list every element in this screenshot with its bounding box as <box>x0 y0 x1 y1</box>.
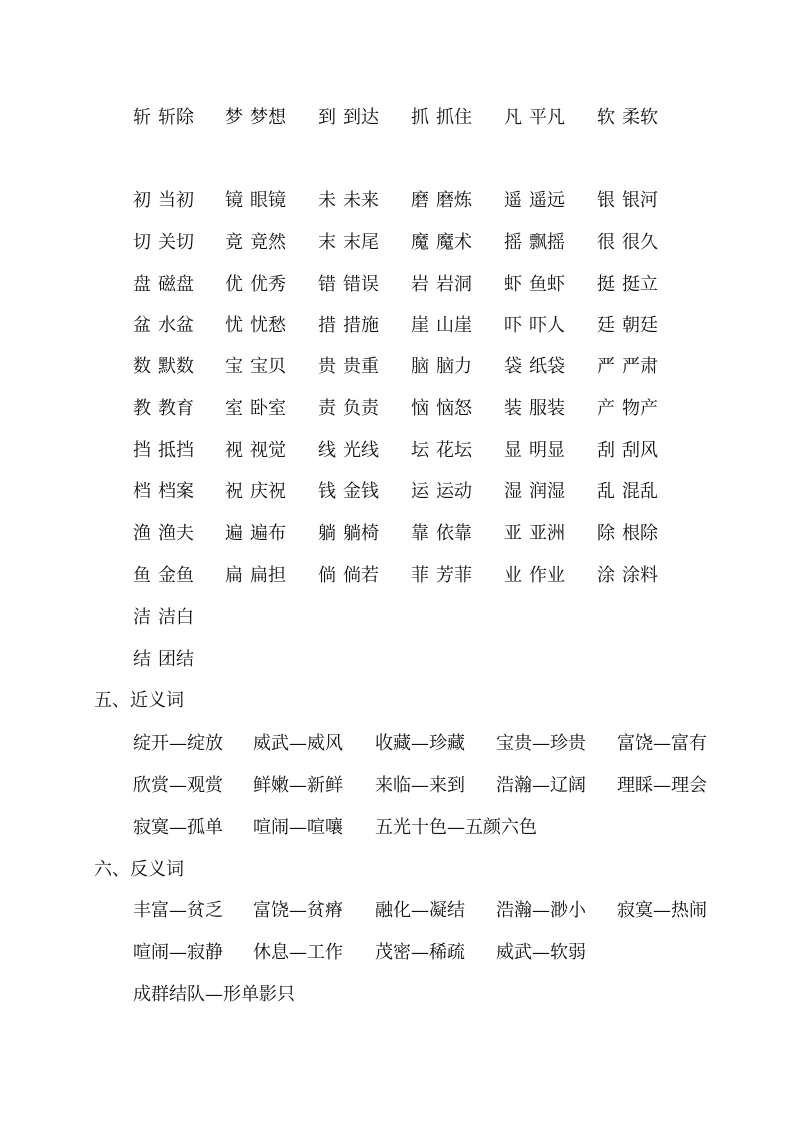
vocab-entry <box>318 352 379 382</box>
vocab-char: 数 <box>133 356 151 377</box>
vocab-word: 卧室 <box>250 398 286 419</box>
vocab-entry <box>133 645 194 675</box>
vocab-word: 涂料 <box>622 565 658 586</box>
vocab-char: 祝 <box>225 481 243 502</box>
vocab-word: 庆祝 <box>250 481 286 502</box>
vocab-entry <box>133 186 194 216</box>
vocab-char: 除 <box>597 523 615 544</box>
vocab-char: 躺 <box>318 523 336 544</box>
vocab-word: 措施 <box>343 315 379 336</box>
synonym-pair: 五光十色—五颜六色 <box>375 817 537 838</box>
vocab-entry <box>225 186 286 216</box>
vocab-entry <box>597 519 658 549</box>
vocab-word: 遥远 <box>529 190 565 211</box>
vocab-entry <box>504 228 565 258</box>
vocab-entry <box>133 270 194 300</box>
vocab-word: 关切 <box>158 232 194 253</box>
vocab-entry <box>597 103 658 133</box>
vocab-char: 很 <box>597 232 615 253</box>
vocab-word: 光线 <box>343 440 379 461</box>
vocab-word: 润湿 <box>529 481 565 502</box>
vocab-char: 档 <box>133 481 151 502</box>
vocab-entry <box>225 519 286 549</box>
vocab-entry <box>133 311 194 341</box>
vocab-entry <box>133 436 194 466</box>
vocab-word: 恼怒 <box>436 398 472 419</box>
vocab-entry <box>597 228 658 258</box>
vocab-entry <box>504 186 565 216</box>
vocab-char: 错 <box>318 274 336 295</box>
vocab-char: 扁 <box>225 565 243 586</box>
vocab-word: 视觉 <box>250 440 286 461</box>
vocab-entry <box>411 311 472 341</box>
vocab-word: 平凡 <box>529 107 565 128</box>
vocab-char: 装 <box>504 398 522 419</box>
synonym-pair: 鲜嫩—新鲜 <box>253 775 343 796</box>
vocab-entry <box>133 228 194 258</box>
synonym-pair: 理睬—理会 <box>617 775 707 796</box>
antonym-pair: 威武—软弱 <box>496 942 586 963</box>
vocab-char: 末 <box>318 232 336 253</box>
vocab-char: 鱼 <box>133 565 151 586</box>
vocab-word: 斩除 <box>158 107 194 128</box>
vocab-word: 抵挡 <box>158 440 194 461</box>
vocab-entry <box>133 561 194 591</box>
vocab-word: 档案 <box>158 481 194 502</box>
vocab-word: 金鱼 <box>158 565 194 586</box>
vocab-entry <box>597 186 658 216</box>
vocab-char: 虾 <box>504 274 522 295</box>
vocab-entry <box>225 436 286 466</box>
vocab-char: 倘 <box>318 565 336 586</box>
vocab-char: 渔 <box>133 523 151 544</box>
vocab-char: 斩 <box>133 107 151 128</box>
vocab-entry <box>225 103 286 133</box>
vocab-entry <box>411 228 472 258</box>
vocab-entry <box>411 394 472 424</box>
vocab-char: 教 <box>133 398 151 419</box>
vocab-word: 磨炼 <box>436 190 472 211</box>
vocab-entry <box>133 394 194 424</box>
vocab-char: 线 <box>318 440 336 461</box>
vocab-char: 梦 <box>225 107 243 128</box>
vocab-entry <box>225 352 286 382</box>
vocab-char: 遥 <box>504 190 522 211</box>
vocab-char: 措 <box>318 315 336 336</box>
vocab-word: 当初 <box>158 190 194 211</box>
vocab-entry <box>411 186 472 216</box>
vocab-entry <box>597 561 658 591</box>
vocab-word: 魔术 <box>436 232 472 253</box>
antonym-heading: 六、反义词 <box>94 859 184 880</box>
vocab-char: 魔 <box>411 232 429 253</box>
vocab-char: 责 <box>318 398 336 419</box>
vocab-word: 脑力 <box>436 356 472 377</box>
vocab-word: 金钱 <box>343 481 379 502</box>
vocab-word: 到达 <box>343 107 379 128</box>
vocab-entry <box>504 477 565 507</box>
vocab-char: 竟 <box>225 232 243 253</box>
vocab-word: 亚洲 <box>529 523 565 544</box>
vocab-entry <box>133 477 194 507</box>
synonym-pair: 威武—威风 <box>253 733 343 754</box>
vocab-entry <box>318 228 379 258</box>
vocab-entry <box>504 352 565 382</box>
vocab-word: 宝贝 <box>250 356 286 377</box>
vocab-entry <box>225 311 286 341</box>
vocab-word: 混乱 <box>622 481 658 502</box>
vocab-word: 未来 <box>343 190 379 211</box>
vocab-char: 洁 <box>133 607 151 628</box>
vocab-char: 盘 <box>133 274 151 295</box>
synonym-pair: 欣赏—观赏 <box>133 775 223 796</box>
vocab-word: 躺椅 <box>343 523 379 544</box>
vocab-char: 吓 <box>504 315 522 336</box>
synonym-pair: 宝贵—珍贵 <box>496 733 586 754</box>
vocab-char: 廷 <box>597 315 615 336</box>
antonym-pair: 成群结队—形单影只 <box>133 984 295 1005</box>
vocab-char: 挺 <box>597 274 615 295</box>
vocab-word: 末尾 <box>343 232 379 253</box>
vocab-char: 钱 <box>318 481 336 502</box>
vocab-char: 菲 <box>411 565 429 586</box>
antonym-pair: 富饶—贫瘠 <box>253 900 343 921</box>
vocab-char: 严 <box>597 356 615 377</box>
synonym-pair: 浩瀚—辽阔 <box>496 775 586 796</box>
vocab-entry <box>225 228 286 258</box>
antonym-pair: 喧闹—寂静 <box>133 942 223 963</box>
vocab-char: 刮 <box>597 440 615 461</box>
vocab-char: 未 <box>318 190 336 211</box>
vocab-word: 山崖 <box>436 315 472 336</box>
vocab-entry <box>504 394 565 424</box>
vocab-entry <box>133 603 194 633</box>
vocab-entry <box>597 436 658 466</box>
vocab-char: 摇 <box>504 232 522 253</box>
vocab-entry <box>411 519 472 549</box>
synonym-pair: 绽开—绽放 <box>133 733 223 754</box>
vocab-char: 镜 <box>225 190 243 211</box>
vocab-entry <box>318 561 379 591</box>
vocab-entry <box>411 103 472 133</box>
vocab-word: 朝廷 <box>622 315 658 336</box>
vocab-char: 抓 <box>411 107 429 128</box>
vocab-char: 凡 <box>504 107 522 128</box>
vocab-word: 鱼虾 <box>529 274 565 295</box>
vocab-word: 花坛 <box>436 440 472 461</box>
vocab-entry <box>504 436 565 466</box>
vocab-word: 眼镜 <box>250 190 286 211</box>
vocab-word: 优秀 <box>250 274 286 295</box>
vocab-word: 吓人 <box>529 315 565 336</box>
vocab-word: 依靠 <box>436 523 472 544</box>
vocab-char: 恼 <box>411 398 429 419</box>
vocab-word: 负责 <box>343 398 379 419</box>
vocab-char: 袋 <box>504 356 522 377</box>
vocab-entry <box>133 519 194 549</box>
vocab-char: 软 <box>597 107 615 128</box>
antonym-pair: 融化—凝结 <box>375 900 465 921</box>
vocab-char: 岩 <box>411 274 429 295</box>
vocab-word: 芳菲 <box>436 565 472 586</box>
vocab-word: 纸袋 <box>529 356 565 377</box>
vocab-char: 盆 <box>133 315 151 336</box>
synonym-heading: 五、近义词 <box>94 690 184 711</box>
antonym-pair: 寂寞—热闹 <box>617 900 707 921</box>
vocab-entry <box>597 394 658 424</box>
vocab-char: 业 <box>504 565 522 586</box>
vocab-word: 运动 <box>436 481 472 502</box>
vocab-entry <box>597 352 658 382</box>
vocab-char: 崖 <box>411 315 429 336</box>
vocab-entry <box>504 519 565 549</box>
vocab-char: 优 <box>225 274 243 295</box>
vocab-word: 明显 <box>529 440 565 461</box>
vocab-char: 忧 <box>225 315 243 336</box>
vocab-entry <box>597 477 658 507</box>
vocab-word: 竟然 <box>250 232 286 253</box>
vocab-word: 渔夫 <box>158 523 194 544</box>
vocab-entry <box>318 477 379 507</box>
vocab-word: 扁担 <box>250 565 286 586</box>
vocab-word: 磁盘 <box>158 274 194 295</box>
vocab-entry <box>225 270 286 300</box>
synonym-pair: 收藏—珍藏 <box>375 733 465 754</box>
vocab-word: 根除 <box>622 523 658 544</box>
vocab-char: 显 <box>504 440 522 461</box>
vocab-entry <box>133 352 194 382</box>
vocab-word: 贵重 <box>343 356 379 377</box>
vocab-char: 切 <box>133 232 151 253</box>
vocab-entry <box>318 103 379 133</box>
vocab-word: 服装 <box>529 398 565 419</box>
vocab-word: 很久 <box>622 232 658 253</box>
vocab-word: 刮风 <box>622 440 658 461</box>
vocab-entry <box>225 561 286 591</box>
vocab-word: 水盆 <box>158 315 194 336</box>
vocab-entry <box>504 270 565 300</box>
vocab-word: 梦想 <box>250 107 286 128</box>
vocab-char: 运 <box>411 481 429 502</box>
vocab-word: 教育 <box>158 398 194 419</box>
vocab-entry <box>133 103 194 133</box>
vocab-word: 挺立 <box>622 274 658 295</box>
vocab-char: 靠 <box>411 523 429 544</box>
vocab-char: 坛 <box>411 440 429 461</box>
synonym-pair: 来临—来到 <box>375 775 465 796</box>
antonym-pair: 茂密—稀疏 <box>375 942 465 963</box>
vocab-char: 亚 <box>504 523 522 544</box>
synonym-pair: 寂寞—孤单 <box>133 817 223 838</box>
vocab-word: 团结 <box>158 649 194 670</box>
vocab-word: 遍布 <box>250 523 286 544</box>
antonym-pair: 休息—工作 <box>253 942 343 963</box>
vocab-char: 挡 <box>133 440 151 461</box>
vocab-char: 银 <box>597 190 615 211</box>
antonym-pair: 丰富—贫乏 <box>133 900 223 921</box>
vocab-entry <box>411 477 472 507</box>
synonym-pair: 喧闹—喧嚷 <box>253 817 343 838</box>
vocab-word: 岩洞 <box>436 274 472 295</box>
vocab-char: 初 <box>133 190 151 211</box>
vocab-char: 湿 <box>504 481 522 502</box>
vocab-char: 产 <box>597 398 615 419</box>
vocab-entry <box>318 311 379 341</box>
vocab-word: 洁白 <box>158 607 194 628</box>
vocab-word: 默数 <box>158 356 194 377</box>
vocab-entry <box>411 352 472 382</box>
vocab-word: 抓住 <box>436 107 472 128</box>
vocab-word: 柔软 <box>622 107 658 128</box>
antonym-pair: 浩瀚—渺小 <box>496 900 586 921</box>
vocab-word: 错误 <box>343 274 379 295</box>
vocab-char: 视 <box>225 440 243 461</box>
vocab-entry <box>597 311 658 341</box>
vocab-char: 涂 <box>597 565 615 586</box>
vocab-entry <box>318 436 379 466</box>
vocab-entry <box>504 561 565 591</box>
vocab-char: 脑 <box>411 356 429 377</box>
vocab-char: 宝 <box>225 356 243 377</box>
vocab-char: 室 <box>225 398 243 419</box>
vocab-word: 倘若 <box>343 565 379 586</box>
vocab-entry <box>597 270 658 300</box>
vocab-entry <box>318 394 379 424</box>
vocab-char: 乱 <box>597 481 615 502</box>
vocab-char: 磨 <box>411 190 429 211</box>
vocab-entry <box>504 311 565 341</box>
vocab-entry <box>225 394 286 424</box>
vocab-entry <box>225 477 286 507</box>
vocab-word: 作业 <box>529 565 565 586</box>
vocab-word: 物产 <box>622 398 658 419</box>
vocab-entry <box>318 186 379 216</box>
vocab-entry <box>318 519 379 549</box>
vocab-entry <box>411 270 472 300</box>
vocab-char: 结 <box>133 649 151 670</box>
vocab-entry <box>411 561 472 591</box>
vocab-char: 到 <box>318 107 336 128</box>
vocab-entry <box>318 270 379 300</box>
vocab-char: 遍 <box>225 523 243 544</box>
synonym-pair: 富饶—富有 <box>617 733 707 754</box>
vocab-word: 飘摇 <box>529 232 565 253</box>
vocab-word: 银河 <box>622 190 658 211</box>
vocab-entry <box>504 103 565 133</box>
vocab-word: 忧愁 <box>250 315 286 336</box>
vocab-word: 严肃 <box>622 356 658 377</box>
vocab-entry <box>411 436 472 466</box>
vocab-char: 贵 <box>318 356 336 377</box>
